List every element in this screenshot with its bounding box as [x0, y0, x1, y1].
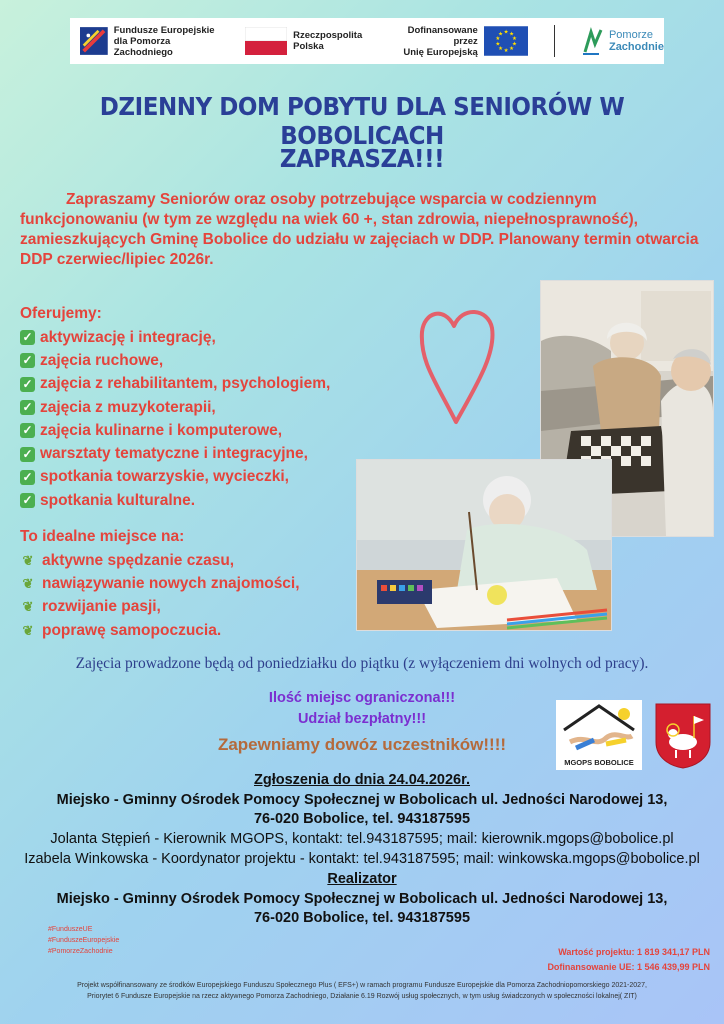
- svg-text:★: ★: [495, 41, 501, 48]
- transport-text: Zapewniamy dowóz uczestników!!!!: [217, 735, 507, 754]
- pz-logo-line2: Zachodnie: [608, 41, 664, 53]
- svg-text:★: ★: [508, 46, 514, 53]
- ideal-heading: To idealne miejsce na:: [20, 528, 185, 545]
- project-value: Wartość projektu: 1 819 341,17 PLN: [558, 947, 710, 957]
- fe-logo-line2: dla Pomorza Zachodniego: [113, 35, 173, 58]
- footer-note: [0, 980, 724, 1002]
- ideal-item-text: rozwijanie pasji,: [42, 598, 161, 616]
- polish-flag-icon: [245, 27, 287, 55]
- svg-text:★: ★: [511, 41, 517, 48]
- page-subtitle: ZAPRASZA!!!: [279, 144, 445, 173]
- free-participation: Udział bezpłatny!!!: [297, 711, 427, 727]
- offer-item-text: zajęcia kulinarne i komputerowe,: [40, 421, 283, 439]
- offer-item: [20, 466, 330, 489]
- pomorze-bird-icon: [581, 26, 603, 56]
- offer-item-text: zajęcia z muzykoterapii,: [40, 398, 216, 416]
- heart-outline-icon: [416, 302, 498, 426]
- ideal-item: [20, 596, 300, 619]
- mgops-house-icon: [556, 700, 642, 756]
- offer-item: [20, 419, 330, 442]
- rp-logo-text: [293, 30, 362, 52]
- fe-logo-text: [114, 25, 223, 58]
- offer-item-text: spotkania towarzyskie, wycieczki,: [40, 468, 289, 486]
- ue-logo-line1: Dofinansowane przez: [407, 24, 478, 47]
- ue-logo-text: [388, 25, 478, 58]
- realizator-address-line1: Miejsko - Gminny Ośrodek Pomocy Społecznej w Bobolicach ul. Jedności Narodowej 13,: [56, 891, 668, 907]
- org-address-line1: Miejsko - Gminny Ośrodek Pomocy Społecznej w Bobolicach ul. Jedności Narodowej 13,: [56, 792, 668, 808]
- logo-separator: [554, 25, 555, 57]
- pz-logo-line1: Pomorze: [608, 29, 653, 41]
- offer-item: [20, 326, 330, 349]
- contact-koordynator: Izabela Winkowska - Koordynator projektu - kontakt: tel.943187595; mail: winkowska.mgops@bobolice.pl: [24, 851, 700, 867]
- offer-item-text: warsztaty tematyczne i integracyjne,: [40, 445, 308, 463]
- ideal-item-text: aktywne spędzanie czasu,: [42, 551, 235, 569]
- offer-item-text: spotkania kulturalne.: [40, 491, 196, 509]
- limited-places: Ilość miejsc ograniczona!!!: [268, 690, 456, 706]
- rp-logo: [245, 27, 362, 55]
- offer-item: [20, 489, 330, 512]
- svg-text:★: ★: [503, 29, 509, 36]
- ideal-item: [20, 572, 300, 595]
- check-icon: ✓: [20, 400, 35, 415]
- hashtag: #FunduszeEuropejskie: [48, 937, 120, 944]
- ideal-item-text: nawiązywanie nowych znajomości,: [42, 574, 300, 592]
- fe-logo-line1: Fundusze Europejskie: [113, 24, 215, 36]
- deadline-text: Zgłoszenia do dnia 24.04.2026r.: [254, 772, 470, 788]
- svg-text:★: ★: [495, 36, 501, 43]
- offer-item-text: zajęcia ruchowe,: [40, 351, 164, 369]
- org-address-line2: 76-020 Bobolice, tel. 943187595: [253, 811, 471, 827]
- check-icon: ✓: [20, 423, 35, 438]
- rp-logo-line2: Polska: [293, 41, 324, 52]
- offer-list: [20, 326, 330, 512]
- ideal-list: [20, 549, 300, 642]
- ue-logo: [382, 25, 528, 58]
- eu-funding-value: Dofinansowanie UE: 1 546 439,99 PLN: [547, 962, 710, 972]
- offer-item-text: aktywizację i integrację,: [40, 328, 216, 346]
- photo-senior-painting: [356, 459, 612, 631]
- hashtag: #FunduszeUE: [48, 926, 93, 933]
- footer-line2: Priorytet 6 Fundusze Europejskie na rzecz aktywnego Pomorza Zachodniego, Działanie 6.19 Rozwój usług społecznych, w tym usług świadczonych w społeczności lokalnej( ZIT): [87, 993, 637, 1000]
- logo-bar: [70, 18, 664, 64]
- footer-line1: Projekt współfinansowany ze środków Europejskiego Funduszu Społecznego Plus ( EFS+) w ramach programu Fundusze Europejskie dla Pomorza Zachodniopomorskiego 2021-2027,: [77, 982, 647, 989]
- check-icon: ✓: [20, 447, 35, 462]
- hashtag: #PomorzeZachodnie: [48, 948, 113, 955]
- offer-heading: Oferujemy:: [20, 305, 102, 322]
- pz-logo-text: [609, 29, 664, 53]
- check-icon: ✓: [20, 330, 35, 345]
- leaf-icon: ❦: [22, 575, 34, 591]
- svg-text:★: ★: [511, 36, 517, 43]
- rp-logo-line1: Rzeczpospolita: [293, 30, 363, 41]
- eu-flag-icon: [484, 25, 528, 57]
- realizator-address-line2: 76-020 Bobolice, tel. 943187595: [253, 910, 471, 926]
- mgops-logo-text: MGOPS BOBOLICE: [564, 758, 634, 767]
- check-icon: ✓: [20, 493, 35, 508]
- leaf-icon: ❦: [22, 552, 34, 568]
- page-title: DZIENNY DOM POBYTU DLA SENIORÓW W BOBOLICACH: [99, 92, 625, 150]
- pz-logo: [581, 26, 664, 56]
- leaf-icon: ❦: [22, 622, 34, 638]
- svg-text:★: ★: [497, 46, 503, 53]
- offer-item-text: zajęcia z rehabilitantem, psychologiem,: [40, 375, 331, 393]
- schedule-text: Zajęcia prowadzone będą od poniedziałku do piątku (z wyłączeniem dni wolnych od pracy).: [75, 655, 649, 672]
- offer-item: [20, 442, 330, 465]
- svg-text:★: ★: [508, 31, 514, 38]
- check-icon: ✓: [20, 353, 35, 368]
- intro-paragraph: Zapraszamy Seniorów oraz osoby potrzebujące wsparcia w codziennym funkcjonowaniu (w tym ze względu na wiek 60 +, stan zdrowia, niepełnosprawność), zamieszkujących Gminę Bobolice do udziału w zajęciach w DDP. Planowany termin otwarcia DDP czerwiec/lipiec 2026r.: [20, 191, 699, 268]
- realizator-heading: Realizator: [327, 871, 397, 887]
- offer-item: [20, 349, 330, 372]
- svg-text:★: ★: [503, 48, 509, 55]
- check-icon: ✓: [20, 377, 35, 392]
- hashtags: [48, 924, 119, 957]
- ue-logo-line2: Unię Europejską: [403, 46, 478, 58]
- ideal-item: [20, 549, 300, 572]
- svg-text:★: ★: [497, 31, 503, 38]
- contact-kierownik: Jolanta Stępień - Kierownik MGOPS, kontakt: tel.943187595; mail: kierownik.mgops@bobolice.pl: [50, 831, 674, 847]
- check-icon: ✓: [20, 470, 35, 485]
- leaf-icon: ❦: [22, 599, 34, 615]
- fe-flag-icon: [80, 26, 108, 56]
- ideal-item-text: poprawę samopoczucia.: [42, 621, 222, 639]
- fe-logo: [80, 25, 223, 58]
- offer-item: [20, 396, 330, 419]
- bobolice-coat-of-arms-icon: [654, 702, 712, 770]
- ideal-item: [20, 619, 300, 642]
- mgops-logo: [556, 700, 642, 770]
- offer-item: [20, 373, 330, 396]
